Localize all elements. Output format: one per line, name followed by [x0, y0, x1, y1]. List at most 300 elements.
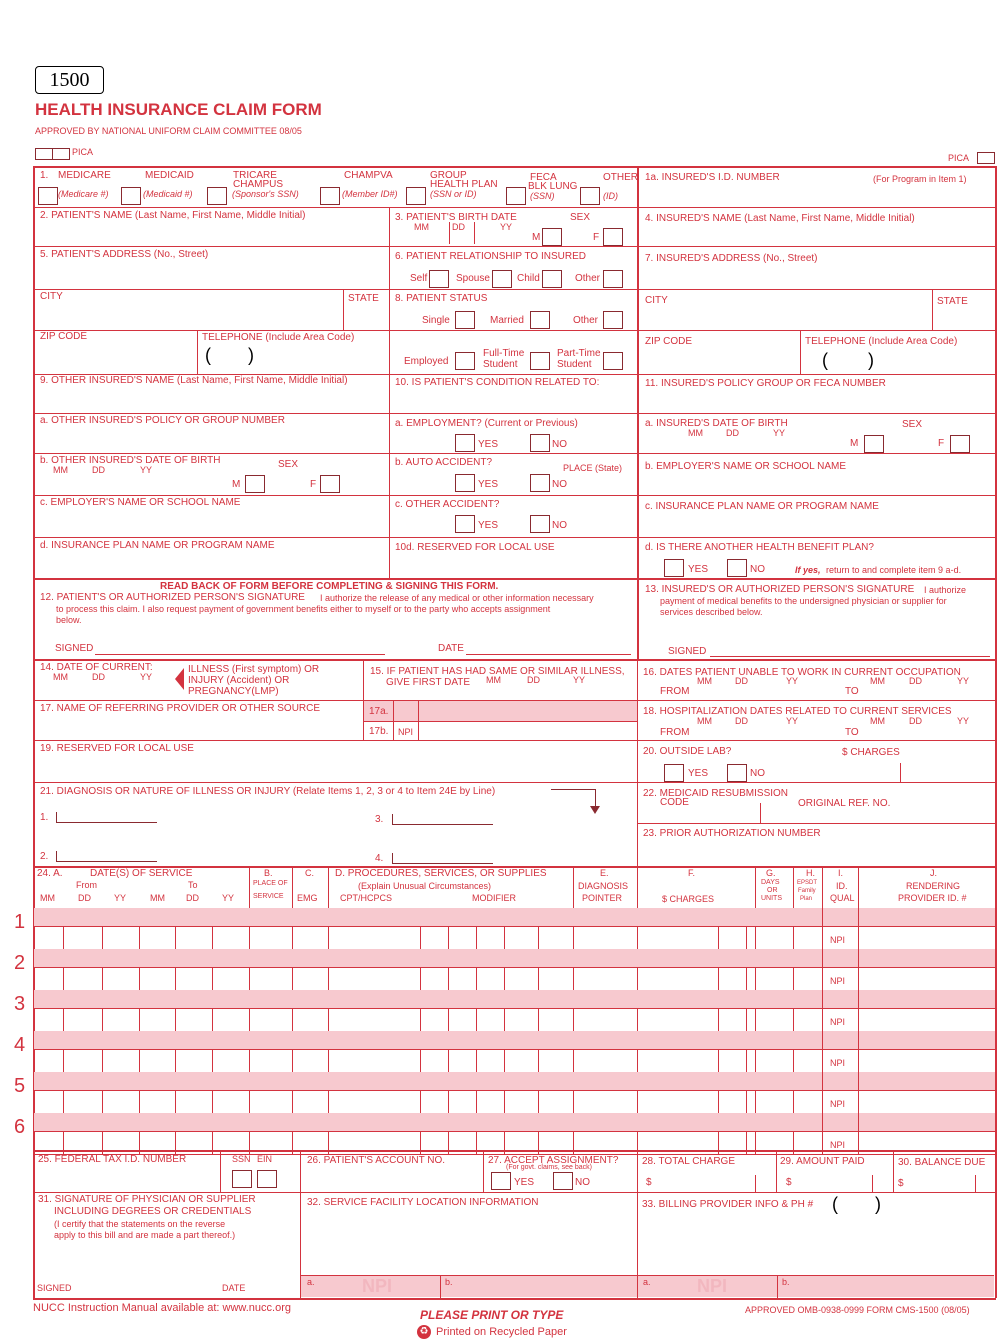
service-line-shade [34, 1072, 995, 1090]
box24-a: 24. A. [37, 868, 63, 879]
box14-mm: MM [53, 672, 68, 682]
feca-checkbox[interactable] [506, 187, 526, 205]
box9b-label: b. OTHER INSURED'S DATE OF BIRTH [40, 455, 221, 466]
box24-to: To [188, 880, 198, 890]
box15-mm: MM [486, 675, 501, 685]
box18-from-dd: DD [735, 716, 748, 726]
box13-signature-line[interactable] [710, 656, 990, 657]
box14-illness: ILLNESS (First symptom) OR [188, 664, 320, 675]
box25-ssn: SSN [232, 1154, 251, 1164]
box11d-ifyes: If yes, [795, 565, 821, 575]
champus-label: CHAMPUS [233, 179, 284, 190]
accept-yes-label: YES [514, 1177, 535, 1188]
box18-from-mm: MM [697, 716, 712, 726]
box24-place-of: PLACE OF [253, 880, 288, 887]
pica-left-checkbox-2[interactable] [52, 148, 70, 160]
box33-b: b. [782, 1277, 790, 1287]
patient-state-label: STATE [348, 293, 379, 304]
box24-f: F. [688, 868, 696, 878]
box22-code: CODE [660, 797, 689, 808]
service-line-shade [34, 949, 995, 967]
medicare-checkbox[interactable] [38, 187, 58, 205]
diag2-field[interactable] [56, 851, 157, 862]
medicaid-sub: (Medicaid #) [143, 189, 193, 199]
box10d-label: 10d. RESERVED FOR LOCAL USE [395, 542, 555, 553]
box15-give: GIVE FIRST DATE [386, 677, 471, 688]
box16-label: 16. DATES PATIENT UNABLE TO WORK IN CURRENT OCCUPATION [643, 667, 961, 678]
service-line-row[interactable] [34, 967, 995, 990]
box24-id: ID. [836, 881, 848, 891]
other-accident-no-label: NO [552, 520, 567, 531]
box31-line3: (I certify that the statements on the reverse [54, 1219, 226, 1229]
patient-sex-f-checkbox[interactable] [603, 228, 623, 246]
employment-no-checkbox[interactable] [530, 434, 550, 452]
box24-emg: EMG [297, 893, 318, 903]
outside-lab-yes-label: YES [688, 768, 709, 779]
recycle-icon: ♻ [417, 1325, 431, 1339]
box26-label: 26. PATIENT'S ACCOUNT NO. [307, 1155, 446, 1166]
outside-lab-no-checkbox[interactable] [727, 764, 747, 782]
status-parttime-label: Part-Time [557, 348, 601, 359]
box11a-dd: DD [726, 428, 739, 438]
diag4-field[interactable] [392, 853, 493, 864]
rel-self-label: Self [410, 273, 428, 284]
insured-zip-label: ZIP CODE [645, 336, 693, 347]
other-label: OTHER [603, 172, 638, 183]
box18-from-yy: YY [786, 716, 799, 726]
service-line-npi-label: NPI [830, 1140, 846, 1150]
box12-date-line[interactable] [466, 654, 631, 655]
other-insured-sex-m-checkbox[interactable] [245, 475, 265, 493]
box24-dates: DATE(S) OF SERVICE [90, 868, 193, 879]
ssn-checkbox[interactable] [232, 1170, 252, 1188]
tricare-label: TRICARE [233, 170, 277, 181]
box24-pointer: POINTER [582, 893, 623, 903]
box27-sub: (For govt. claims, see back) [506, 1164, 592, 1171]
box9b-dd: DD [92, 465, 105, 475]
box16-from-mm: MM [697, 676, 712, 686]
employment-yes-checkbox[interactable] [455, 434, 475, 452]
box18-to-yy: YY [957, 716, 970, 726]
box13-signed: SIGNED [668, 646, 707, 657]
champva-label: CHAMPVA [344, 170, 393, 181]
box11a-sex: SEX [902, 419, 923, 430]
box14-dd: DD [92, 672, 105, 682]
employment-yes-label: YES [478, 439, 499, 450]
box15-yy: YY [573, 675, 586, 685]
box31-line2: INCLUDING DEGREES OR CREDENTIALS [54, 1206, 252, 1217]
box19-label: 19. RESERVED FOR LOCAL USE [40, 743, 194, 754]
box12-line1a: 12. PATIENT'S OR AUTHORIZED PERSON'S SIGNATURE [40, 592, 305, 603]
footer-approved: APPROVED OMB-0938-0999 FORM CMS-1500 (08/05) [745, 1305, 970, 1315]
box11d-label: d. IS THERE ANOTHER HEALTH BENEFIT PLAN? [645, 542, 874, 553]
auto-yes-label: YES [478, 479, 499, 490]
box16-to-dd: DD [909, 676, 922, 686]
champva-checkbox[interactable] [320, 187, 340, 205]
box24-plan: Plan [800, 896, 813, 902]
box17-label: 17. NAME OF REFERRING PROVIDER OR OTHER SOURCE [40, 703, 321, 714]
insured-telephone-label: TELEPHONE (Include Area Code) [805, 336, 958, 347]
box18-to-mm: MM [870, 716, 885, 726]
box33-close-paren: ) [875, 1194, 881, 1214]
service-line-row[interactable] [34, 1049, 995, 1072]
medicaid-checkbox[interactable] [121, 187, 141, 205]
other-accident-no-checkbox[interactable] [530, 515, 550, 533]
accept-no-label: NO [575, 1177, 590, 1188]
box20-charges: $ CHARGES [842, 747, 900, 758]
box9b-f: F [310, 479, 317, 490]
box21-label: 21. DIAGNOSIS OR NATURE OF ILLNESS OR INJURY (Relate Items 1, 2, 3 or 4 to Item 24E by Line) [40, 786, 496, 797]
diag3-field[interactable] [392, 814, 493, 825]
medicare-label: MEDICARE [58, 170, 111, 181]
auto-yes-checkbox[interactable] [455, 474, 475, 492]
box2-label: 2. PATIENT'S NAME (Last Name, First Name, Middle Initial) [40, 210, 306, 221]
box16-from-yy: YY [786, 676, 799, 686]
box16-to-yy: YY [957, 676, 970, 686]
box3-dd: DD [452, 222, 465, 232]
box33-shade [638, 1275, 994, 1297]
box24-modifier: MODIFIER [472, 893, 516, 903]
blklung-label: BLK LUNG [528, 181, 578, 192]
service-line-row[interactable] [34, 926, 995, 949]
box12-line2: to process this claim. I also request payment of government benefits either to myself or to the party who accepts assignment [56, 604, 551, 614]
box29-label: 29. AMOUNT PAID [780, 1156, 865, 1167]
box24-e: E. [600, 868, 609, 878]
box6-label: 6. PATIENT RELATIONSHIP TO INSURED [395, 251, 586, 262]
box24-days: DAYS [761, 879, 780, 886]
box11a-yy: YY [773, 428, 786, 438]
box13-line2: payment of medical benefits to the undersigned physician or supplier for [660, 596, 947, 606]
service-line-row[interactable] [34, 1090, 995, 1113]
box12-line1b: I authorize the release of any medical or other information necessary [320, 593, 594, 603]
another-plan-yes-checkbox[interactable] [664, 559, 684, 577]
footer-manual: NUCC Instruction Manual available at: www.nucc.org [33, 1302, 292, 1314]
insured-phone-open-paren: ( [822, 350, 828, 370]
box24-units: UNITS [761, 895, 782, 902]
rel-other-label: Other [575, 273, 601, 284]
medicare-sub: (Medicare #) [58, 189, 109, 199]
box24-or: OR [767, 887, 778, 894]
service-line-shade [34, 1113, 995, 1131]
status-employed-label: Employed [404, 356, 449, 367]
box13-line3: services described below. [660, 607, 763, 617]
box18-to: TO [845, 727, 859, 738]
other-accident-yes-checkbox[interactable] [455, 515, 475, 533]
patient-telephone-label: TELEPHONE (Include Area Code) [202, 332, 355, 343]
auto-no-checkbox[interactable] [530, 474, 550, 492]
status-fulltime-checkbox[interactable] [530, 352, 550, 370]
box33-a: a. [643, 1277, 651, 1287]
box25-label: 25. FEDERAL TAX I.D. NUMBER [38, 1154, 187, 1165]
box24-provider: PROVIDER ID. # [898, 893, 967, 903]
box14-preg: PREGNANCY(LMP) [188, 686, 279, 697]
box27-label: 27. ACCEPT ASSIGNMENT? [488, 1155, 619, 1166]
diag2-label: 2. [40, 851, 49, 862]
other-checkbox[interactable] [580, 187, 600, 205]
box32-label: 32. SERVICE FACILITY LOCATION INFORMATION [307, 1197, 539, 1208]
box28-dollar: $ [646, 1177, 652, 1188]
status-fulltime-label: Full-Time [483, 348, 525, 359]
place-state-label: PLACE (State) [563, 463, 623, 473]
status-employed-checkbox[interactable] [455, 352, 475, 370]
footer-recycled: Printed on Recycled Paper [436, 1326, 567, 1338]
box16-from-dd: DD [735, 676, 748, 686]
box24-to-yy: YY [222, 893, 235, 903]
box15-dd: DD [527, 675, 540, 685]
diag1-label: 1. [40, 812, 49, 823]
box12-signed: SIGNED [55, 643, 94, 654]
insured-phone-close-paren: ) [868, 350, 874, 370]
approval-text: APPROVED BY NATIONAL UNIFORM CLAIM COMMITTEE 08/05 [35, 126, 302, 136]
outside-lab-yes-checkbox[interactable] [664, 764, 684, 782]
service-line-number: 4 [14, 1034, 26, 1056]
pica-right-label: PICA [948, 153, 970, 163]
medicaid-label: MEDICAID [145, 170, 194, 181]
box24-epsdt: EPSDT [797, 880, 818, 886]
box24-i: I. [838, 868, 844, 878]
outside-lab-no-label: NO [750, 768, 765, 779]
service-line-number: 5 [14, 1075, 26, 1097]
another-plan-no-label: NO [750, 564, 765, 575]
box9c-label: c. EMPLOYER'S NAME OR SCHOOL NAME [40, 497, 241, 508]
box11a-m: M [850, 438, 859, 449]
box14-arrow-icon [175, 668, 184, 690]
box22-label: 22. MEDICAID RESUBMISSION [643, 788, 789, 799]
box24-explain: (Explain Unusual Circumstances) [358, 881, 492, 891]
box21-arrow-icon [590, 806, 600, 814]
box10b-label: b. AUTO ACCIDENT? [395, 457, 493, 468]
rel-child-checkbox[interactable] [542, 270, 562, 288]
service-line-shade [34, 990, 995, 1008]
box31-date: DATE [222, 1283, 246, 1293]
box32-a: a. [307, 1277, 315, 1287]
box3-f: F [593, 232, 600, 243]
patient-sex-m-checkbox[interactable] [542, 228, 562, 246]
box30-dollar: $ [898, 1178, 904, 1189]
box11a-label: a. INSURED'S DATE OF BIRTH [645, 418, 788, 429]
feca-label: FECA [530, 172, 557, 183]
service-line-npi-label: NPI [830, 976, 846, 986]
service-line-npi-label: NPI [830, 1099, 846, 1109]
other-insured-sex-f-checkbox[interactable] [320, 475, 340, 493]
box14-yy: YY [140, 672, 153, 682]
box24-charges: $ CHARGES [662, 894, 715, 904]
box10c-label: c. OTHER ACCIDENT? [395, 499, 500, 510]
box16-to: TO [845, 686, 859, 697]
box12-date: DATE [438, 643, 464, 654]
box9b-mm: MM [53, 465, 68, 475]
status-parttime-checkbox[interactable] [603, 352, 623, 370]
box24-j: J. [930, 868, 938, 878]
box20-label: 20. OUTSIDE LAB? [643, 746, 732, 757]
service-line-number: 6 [14, 1116, 26, 1138]
patient-city-label: CITY [40, 291, 63, 302]
box24-family: Family [798, 888, 816, 894]
box24-h: H. [806, 868, 815, 878]
box14-label: 14. DATE OF CURRENT: [40, 662, 153, 673]
box18-to-dd: DD [909, 716, 922, 726]
box16-from: FROM [660, 686, 690, 697]
status-parttime-student-label: Student [557, 359, 592, 370]
service-line-shade [34, 1031, 995, 1049]
status-other-label: Other [573, 315, 599, 326]
box10-label: 10. IS PATIENT'S CONDITION RELATED TO: [395, 377, 600, 388]
status-married-checkbox[interactable] [530, 311, 550, 329]
rel-child-label: Child [517, 273, 540, 284]
readback-text: READ BACK OF FORM BEFORE COMPLETING & SIGNING THIS FORM. [160, 581, 499, 592]
ein-checkbox[interactable] [257, 1170, 277, 1188]
box5-label: 5. PATIENT'S ADDRESS (No., Street) [40, 249, 209, 260]
champva-sub: (Member ID#) [342, 189, 398, 199]
box24-d: D. PROCEDURES, SERVICES, OR SUPPLIES [335, 868, 547, 879]
status-fulltime-student-label: Student [483, 359, 518, 370]
insured-state-label: STATE [937, 296, 968, 307]
box31-signed: SIGNED [37, 1283, 72, 1293]
box31-line1: 31. SIGNATURE OF PHYSICIAN OR SUPPLIER [38, 1194, 256, 1205]
box11-label: 11. INSURED'S POLICY GROUP OR FECA NUMBER [645, 378, 886, 389]
rel-spouse-checkbox[interactable] [492, 270, 512, 288]
pica-left-label: PICA [72, 147, 94, 157]
box24-rendering: RENDERING [906, 881, 961, 891]
service-line-row[interactable] [34, 1008, 995, 1031]
box1-label: 1. [40, 170, 49, 181]
tricare-checkbox[interactable] [207, 187, 227, 205]
another-plan-yes-label: YES [688, 564, 709, 575]
status-other-checkbox[interactable] [603, 311, 623, 329]
service-line-shade [34, 908, 995, 926]
box24-from-dd: DD [78, 893, 91, 903]
box3-sex: SEX [570, 212, 591, 223]
box15-label: 15. IF PATIENT HAS HAD SAME OR SIMILAR ILLNESS, [370, 666, 625, 677]
box24-to-dd: DD [186, 893, 199, 903]
status-married-label: Married [490, 315, 524, 326]
box18-label: 18. HOSPITALIZATION DATES RELATED TO CURRENT SERVICES [643, 706, 952, 717]
accept-no-checkbox[interactable] [553, 1172, 573, 1190]
accept-yes-checkbox[interactable] [491, 1172, 511, 1190]
box11b-label: b. EMPLOYER'S NAME OR SCHOOL NAME [645, 461, 847, 472]
box23-label: 23. PRIOR AUTHORIZATION NUMBER [643, 828, 821, 839]
box25-ein: EIN [257, 1154, 273, 1164]
pica-left-checkbox[interactable] [35, 148, 53, 160]
box24-from-yy: YY [114, 893, 127, 903]
box1a-note: (For Program in Item 1) [873, 174, 967, 184]
box24-g: G. [766, 868, 776, 878]
box12-line3: below. [56, 615, 82, 625]
box24-from-mm: MM [40, 893, 55, 903]
another-plan-no-checkbox[interactable] [727, 559, 747, 577]
box24-cpt: CPT/HCPCS [340, 893, 393, 903]
other-accident-yes-label: YES [478, 520, 499, 531]
box24-service: SERVICE [253, 893, 284, 900]
box17a-label: 17a. [369, 706, 389, 717]
service-line-row[interactable] [34, 1131, 995, 1154]
group-checkbox[interactable] [406, 187, 426, 205]
box11a-mm: MM [688, 428, 703, 438]
box1a-label: 1a. INSURED'S I.D. NUMBER [645, 172, 780, 183]
box3-mm: MM [414, 222, 429, 232]
box32-b: b. [445, 1277, 453, 1287]
feca-sub: (SSN) [530, 191, 555, 201]
patient-phone-close-paren: ) [248, 345, 254, 365]
box9-label: 9. OTHER INSURED'S NAME (Last Name, First Name, Middle Initial) [40, 375, 348, 386]
insured-sex-f-checkbox[interactable] [950, 435, 970, 453]
box3-yy: YY [500, 222, 513, 232]
box33-npi-watermark: NPI [697, 1276, 728, 1296]
box22-orig: ORIGINAL REF. NO. [798, 798, 891, 809]
other-sub: (ID) [603, 191, 618, 201]
box33-label: 33. BILLING PROVIDER INFO & PH # [642, 1199, 814, 1210]
diag4-label: 4. [375, 853, 384, 864]
box16-to-mm: MM [870, 676, 885, 686]
group-label: GROUP [430, 170, 467, 181]
patient-zip-label: ZIP CODE [40, 331, 88, 342]
box29-dollar: $ [786, 1177, 792, 1188]
box11d-note: return to and complete item 9 a-d. [826, 565, 962, 575]
auto-no-label: NO [552, 479, 567, 490]
box4-label: 4. INSURED'S NAME (Last Name, First Name, Middle Initial) [645, 213, 915, 224]
box24-from: From [76, 880, 97, 890]
box17b-label: 17b. [369, 726, 389, 737]
insured-sex-m-checkbox[interactable] [864, 435, 884, 453]
service-line-number: 2 [14, 952, 26, 974]
patient-phone-open-paren: ( [205, 345, 211, 365]
health-plan-label: HEALTH PLAN [430, 179, 498, 190]
rel-other-checkbox[interactable] [603, 270, 623, 288]
box33-open-paren: ( [832, 1194, 838, 1214]
box9a-label: a. OTHER INSURED'S POLICY OR GROUP NUMBER [40, 415, 285, 426]
group-sub: (SSN or ID) [430, 189, 477, 199]
box17a-shade [364, 701, 637, 721]
box17b-npi: NPI [398, 727, 414, 737]
box11a-f: F [938, 438, 945, 449]
box28-label: 28. TOTAL CHARGE [642, 1156, 735, 1167]
service-line-npi-label: NPI [830, 1058, 846, 1068]
box7-label: 7. INSURED'S ADDRESS (No., Street) [645, 253, 818, 264]
employment-no-label: NO [552, 439, 567, 450]
status-single-checkbox[interactable] [455, 311, 475, 329]
pica-right-checkbox[interactable] [977, 152, 995, 164]
box3-m: M [532, 232, 541, 243]
rel-self-checkbox[interactable] [429, 270, 449, 288]
box13-line1a: 13. INSURED'S OR AUTHORIZED PERSON'S SIGNATURE [645, 584, 915, 595]
service-line-number: 1 [14, 911, 26, 933]
box13-line1b: I authorize [924, 585, 967, 595]
box9b-sex: SEX [278, 459, 299, 470]
box9d-label: d. INSURANCE PLAN NAME OR PROGRAM NAME [40, 540, 275, 551]
tricare-sub: (Sponsor's SSN) [232, 189, 299, 199]
service-line-npi-label: NPI [830, 1017, 846, 1027]
box9b-m: M [232, 479, 241, 490]
box24-c: C. [305, 868, 314, 878]
box30-label: 30. BALANCE DUE [898, 1157, 986, 1168]
box32-npi-watermark: NPI [362, 1276, 393, 1296]
box11c-label: c. INSURANCE PLAN NAME OR PROGRAM NAME [645, 501, 879, 512]
service-line-npi-label: NPI [830, 935, 846, 945]
box24-qual: QUAL [830, 893, 855, 903]
service-line-number: 3 [14, 993, 26, 1015]
box3-label: 3. PATIENT'S BIRTH DATE [395, 212, 517, 223]
box24-to-mm: MM [150, 893, 165, 903]
form-title: HEALTH INSURANCE CLAIM FORM [35, 100, 322, 119]
rel-spouse-label: Spouse [456, 273, 490, 284]
footer-print: PLEASE PRINT OR TYPE [420, 1308, 564, 1322]
box14-injury: INJURY (Accident) OR [188, 675, 290, 686]
diag1-field[interactable] [56, 812, 157, 823]
box18-from: FROM [660, 727, 690, 738]
box10a-label: a. EMPLOYMENT? (Current or Previous) [395, 418, 578, 429]
insured-city-label: CITY [645, 295, 668, 306]
box12-signature-line[interactable] [95, 654, 385, 655]
